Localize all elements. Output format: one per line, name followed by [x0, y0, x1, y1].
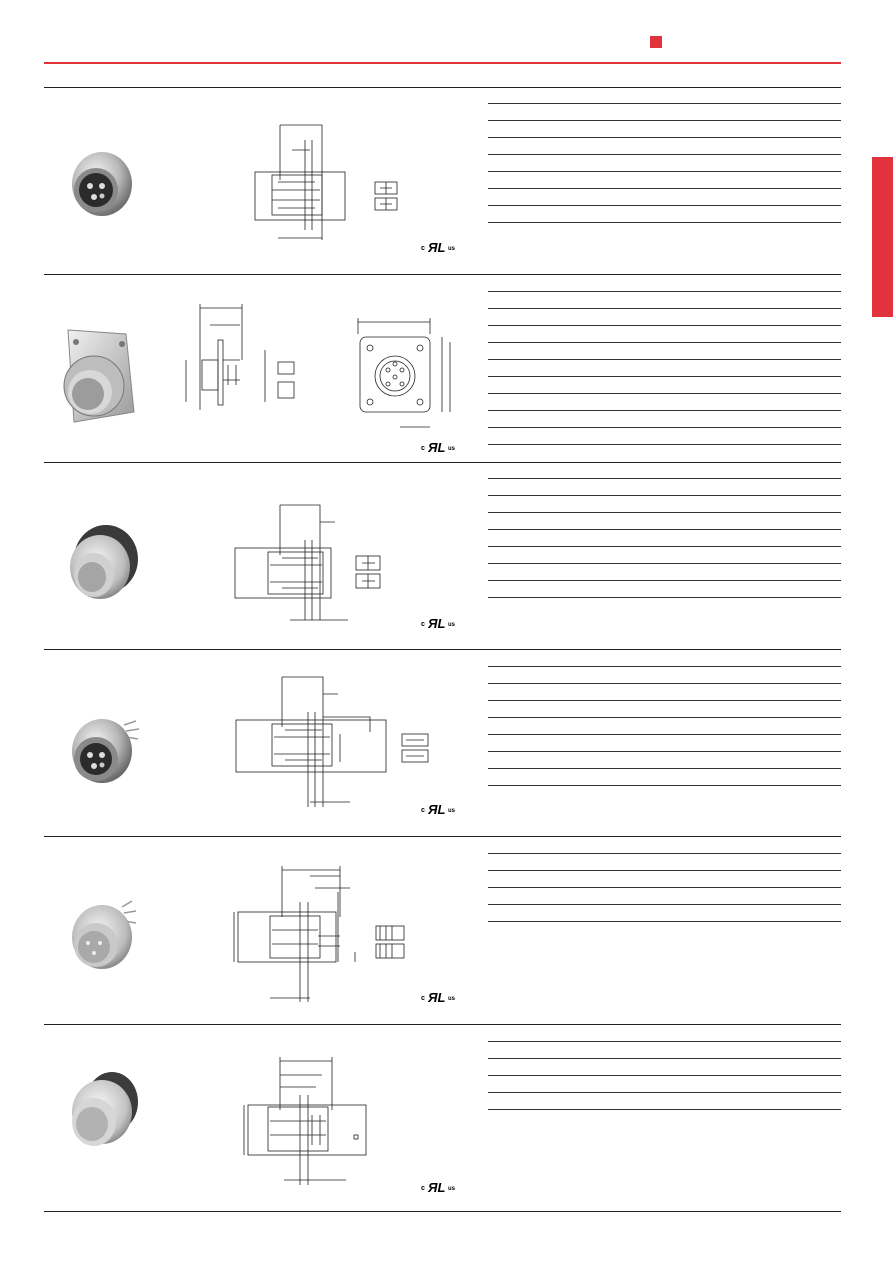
- header-marker-icon: [650, 36, 662, 48]
- technical-drawing: [350, 312, 465, 437]
- connector-photo: [44, 1062, 154, 1172]
- table-row: [488, 1093, 841, 1110]
- ul-recognized-icon: c ЯL us: [421, 802, 456, 817]
- technical-drawing: [230, 672, 440, 812]
- table-row: [488, 547, 841, 564]
- table-row: [488, 377, 841, 394]
- section-divider: [44, 1211, 841, 1212]
- table-row: [488, 1042, 841, 1059]
- table-row: [488, 87, 841, 104]
- ul-recognized-icon: c ЯL us: [421, 616, 456, 631]
- ul-recognized-icon: c ЯL us: [421, 990, 456, 1005]
- header-rule: [44, 62, 841, 64]
- connector-photo: [44, 130, 154, 240]
- connector-photo: [44, 515, 154, 625]
- table-row: [488, 411, 841, 428]
- table-row: [488, 530, 841, 547]
- table-row: [488, 871, 841, 888]
- table-row: [488, 667, 841, 684]
- spec-table: [488, 462, 841, 598]
- technical-drawing: [230, 500, 430, 625]
- connector-photo: [44, 705, 154, 815]
- spec-table: [488, 275, 841, 445]
- table-row: [488, 138, 841, 155]
- side-tab-marker[interactable]: [872, 157, 893, 317]
- table-row: [488, 462, 841, 479]
- spec-table: [488, 837, 841, 922]
- table-row: [488, 684, 841, 701]
- table-row: [488, 735, 841, 752]
- table-row: [488, 292, 841, 309]
- table-row: [488, 394, 841, 411]
- technical-drawing: [250, 120, 450, 260]
- spec-table: [488, 1025, 841, 1110]
- table-row: [488, 701, 841, 718]
- table-row: [488, 905, 841, 922]
- table-row: [488, 343, 841, 360]
- table-row: [488, 275, 841, 292]
- table-row: [488, 496, 841, 513]
- table-row: [488, 155, 841, 172]
- connector-photo: [44, 320, 154, 430]
- table-row: [488, 854, 841, 871]
- table-row: [488, 888, 841, 905]
- table-row: [488, 564, 841, 581]
- ul-recognized-icon: c ЯL us: [421, 440, 456, 455]
- table-row: [488, 581, 841, 598]
- table-row: [488, 309, 841, 326]
- technical-drawing: [240, 1055, 385, 1190]
- ul-recognized-icon: c ЯL us: [421, 1180, 456, 1195]
- table-row: [488, 206, 841, 223]
- table-row: [488, 837, 841, 854]
- spec-table: [488, 87, 841, 223]
- technical-drawing: [230, 862, 410, 1007]
- technical-drawing: [180, 300, 310, 410]
- table-row: [488, 1076, 841, 1093]
- spec-table: [488, 650, 841, 786]
- table-row: [488, 752, 841, 769]
- connector-photo: [44, 893, 154, 1003]
- table-row: [488, 479, 841, 496]
- table-row: [488, 513, 841, 530]
- table-row: [488, 326, 841, 343]
- table-row: [488, 104, 841, 121]
- table-row: [488, 650, 841, 667]
- table-row: [488, 121, 841, 138]
- table-row: [488, 1059, 841, 1076]
- ul-recognized-icon: c ЯL us: [421, 240, 456, 255]
- table-row: [488, 769, 841, 786]
- table-row: [488, 172, 841, 189]
- table-row: [488, 1025, 841, 1042]
- table-row: [488, 428, 841, 445]
- table-row: [488, 718, 841, 735]
- table-row: [488, 360, 841, 377]
- table-row: [488, 189, 841, 206]
